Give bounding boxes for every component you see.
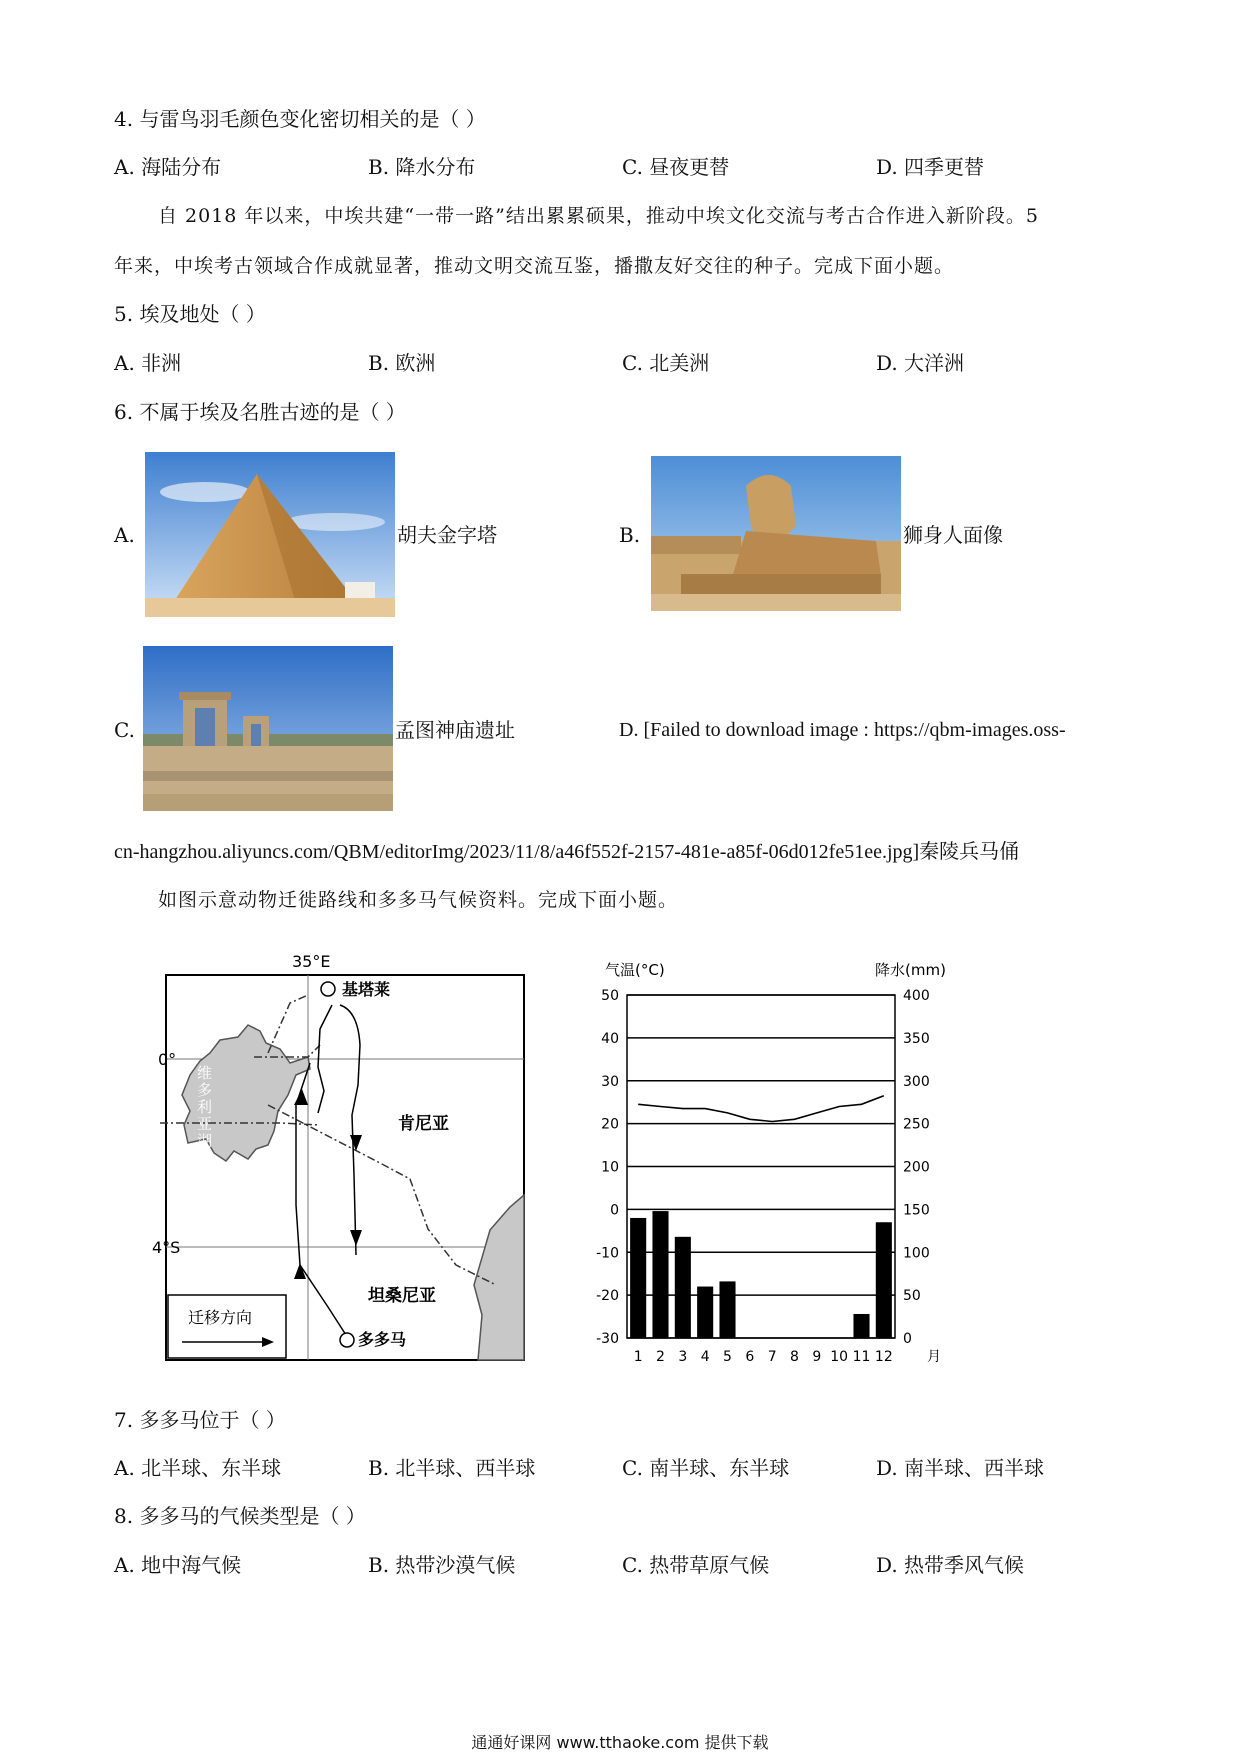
x-unit-label: 月 [927,1349,941,1365]
q7-option-c: C. 南半球、东半球 [622,1456,790,1480]
dodoma-marker [340,1333,354,1347]
precip-bar [630,1218,646,1338]
precip-tick-label: 400 [903,988,930,1004]
month-tick-label: 6 [745,1349,755,1365]
month-tick-label: 12 [874,1349,893,1365]
q8-option-d: D. 热带季风气候 [876,1553,1025,1577]
lake-label: 维多利亚湖 [195,1065,213,1150]
q6-option-b-label: B. [619,523,641,547]
month-tick-label: 10 [830,1349,849,1365]
month-tick-label: 7 [767,1349,777,1365]
month-tick-label: 2 [656,1349,665,1365]
q7-option-a: A. 北半球、东半球 [114,1456,282,1480]
q4-option-d: D. 四季更替 [876,155,985,179]
q6-option-a-caption: 胡夫金字塔 [397,523,497,547]
q6-stem: 6. 不属于埃及名胜古迹的是（ ） [114,400,406,424]
dodoma-label: 多多马 [358,1330,407,1349]
month-tick-label: 11 [852,1349,871,1365]
q8-option-b: B. 热带沙漠气候 [368,1553,516,1577]
month-tick-label: 1 [633,1349,643,1365]
temp-tick-label: 20 [601,1116,619,1133]
q6-option-c-caption: 孟图神庙遗址 [395,718,515,742]
precip-axis-title: 降水(mm) [875,961,946,979]
q8-option-a: A. 地中海气候 [114,1553,242,1577]
climate-chart [575,955,965,1375]
precip-tick-label: 0 [903,1331,912,1347]
q4-option-c: C. 昼夜更替 [622,155,730,179]
legend-label: 迁移方向 [188,1308,253,1327]
q6-option-c-label: C. [114,718,135,742]
lat0-label: 0° [158,1050,177,1069]
passage1-line2: 年来，中埃考古领域合作成就显著，推动文明交流互鉴，播撒友好交往的种子。完成下面小题。 [114,255,955,277]
temp-tick-label: 50 [601,988,619,1004]
q8-stem: 8. 多多马的气候类型是（ ） [114,1504,366,1528]
q6-option-a-label: A. [114,523,135,547]
precip-tick-label: 250 [903,1116,930,1133]
precip-tick-label: 350 [903,1030,930,1047]
precip-bar [697,1287,713,1338]
precip-tick-label: 200 [903,1159,930,1176]
kitale-marker [321,982,335,996]
precip-bar [675,1237,691,1338]
month-tick-label: 5 [723,1349,732,1365]
q7-option-d: D. 南半球、西半球 [876,1456,1045,1480]
kenya-label: 肯尼亚 [398,1114,449,1134]
q5-stem: 5. 埃及地处（ ） [114,302,266,326]
passage2: 如图示意动物迁徙路线和多多马气候资料。完成下面小题。 [158,889,679,911]
tanzania-label: 坦桑尼亚 [368,1286,436,1306]
kitale-label: 基塔莱 [342,980,391,999]
temp-tick-label: 40 [601,1030,619,1047]
precip-tick-label: 300 [903,1073,930,1090]
q4-option-b: B. 降水分布 [368,155,476,179]
q6-option-d: D. [Failed to download image : https://qbm-images.oss- [619,719,1066,741]
q4-option-a: A. 海陆分布 [114,155,222,179]
precip-tick-label: 50 [903,1288,921,1305]
q5-option-b: B. 欧洲 [368,351,436,375]
month-tick-label: 9 [812,1349,822,1365]
lat4-label: 4°S [152,1238,181,1257]
temp-tick-label: 30 [601,1073,619,1090]
precip-bar [719,1281,735,1338]
precip-tick-label: 100 [903,1245,930,1262]
q6-option-b-caption: 狮身人面像 [903,523,1003,547]
temp-line [638,1096,884,1122]
temp-tick-label: 0 [610,1202,619,1219]
q6-option-d-continued: cn-hangzhou.aliyuncs.com/QBM/editorImg/2023/11/8/a46f552f-2157-481e-a85f-06d012fe51ee.jpg]秦陵兵马俑 [114,841,1020,863]
month-tick-label: 8 [790,1349,799,1365]
pyramid-photo [145,452,395,617]
month-tick-label: 4 [700,1349,710,1365]
q5-option-a: A. 非洲 [114,351,182,375]
precip-bar [853,1314,869,1338]
temp-axis-title: 气温(°C) [605,961,665,979]
temp-series-line [638,1096,884,1122]
temple-ruins-photo [143,646,393,811]
precip-bar [652,1211,668,1338]
sphinx-photo [651,456,901,611]
q5-option-d: D. 大洋洲 [876,351,965,375]
migration-map [152,945,540,1365]
q5-option-c: C. 北美洲 [622,351,710,375]
temp-tick-label: 10 [601,1159,619,1176]
precip-tick-label: 150 [903,1202,930,1219]
q4-stem: 4. 与雷鸟羽毛颜色变化密切相关的是（ ） [114,107,486,131]
temp-tick-label: -10 [596,1245,619,1262]
q8-option-c: C. 热带草原气候 [622,1553,770,1577]
precip-bar [876,1222,892,1338]
q7-stem: 7. 多多马位于（ ） [114,1408,286,1432]
lon-label: 35°E [292,952,331,971]
precip-bars [630,1211,892,1338]
footer-text: 通通好课网 www.tthaoke.com 提供下载 [471,1733,769,1752]
month-tick-label: 3 [678,1349,688,1365]
temp-tick-label: -20 [596,1288,619,1305]
passage1-line1: 自 2018 年以来，中埃共建“一带一路”结出累累硕果，推动中埃文化交流与考古合作进入新阶段。5 [158,205,1039,227]
temp-tick-label: -30 [596,1331,619,1347]
q7-option-b: B. 北半球、西半球 [368,1456,536,1480]
